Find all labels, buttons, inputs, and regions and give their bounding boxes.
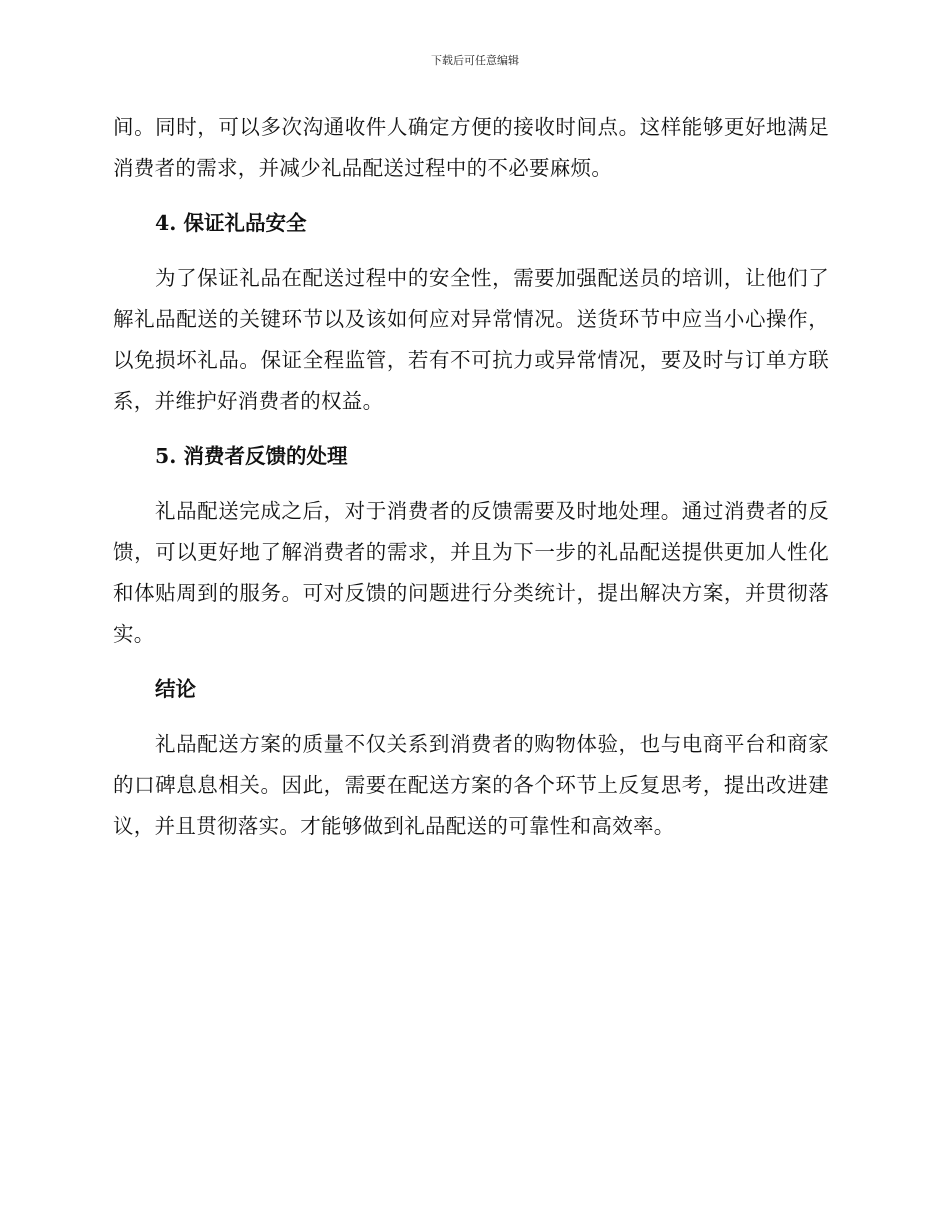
conclusion-paragraph: 礼品配送方案的质量不仅关系到消费者的购物体验，也与电商平台和商家的口碑息息相关。因此，需要在配送方案的各个环节上反复思考，提出改进建议，并且贯彻落实。才能够做到礼品配送的可靠性和高效率。 <box>113 732 829 838</box>
document-body <box>113 107 829 847</box>
conclusion-heading: 结论 <box>155 677 196 701</box>
page-header: 下载后可任意编辑 <box>431 54 519 67</box>
section-4-heading: 4. 保证礼品安全 <box>155 211 307 235</box>
section-4-paragraph: 为了保证礼品在配送过程中的安全性，需要加强配送员的培训，让他们了解礼品配送的关键环节以及该如何应对异常情况。送货环节中应当小心操作，以免损坏礼品。保证全程监管，若有不可抗力或异常情况，要及时与订单方联系，并维护好消费者的权益。 <box>113 266 829 413</box>
section-5-paragraph: 礼品配送完成之后，对于消费者的反馈需要及时地处理。通过消费者的反馈，可以更好地了解消费者的需求，并且为下一步的礼品配送提供更加人性化和体贴周到的服务。可对反馈的问题进行分类统计，提出解决方案，并贯彻落实。 <box>113 499 829 646</box>
continued-paragraph: 间。同时，可以多次沟通收件人确定方便的接收时间点。这样能够更好地满足消费者的需求，并减少礼品配送过程中的不必要麻烦。 <box>113 115 829 180</box>
section-5-heading: 5. 消费者反馈的处理 <box>155 444 348 468</box>
